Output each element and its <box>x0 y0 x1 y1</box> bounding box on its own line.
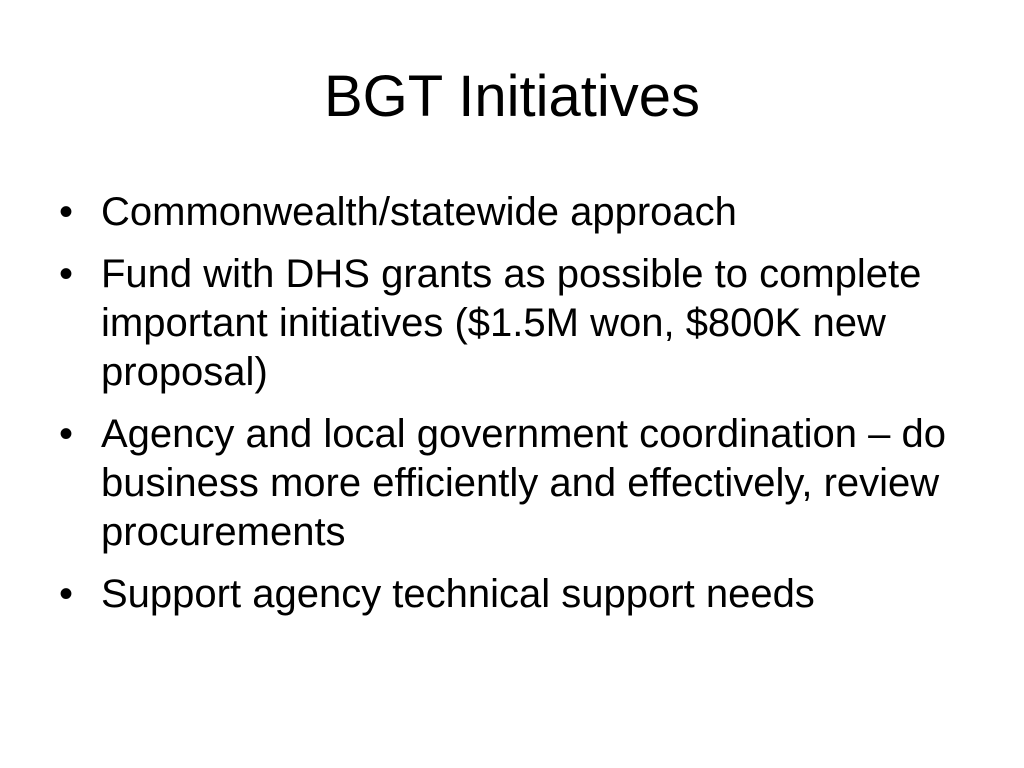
bullet-list <box>57 188 987 632</box>
bullet-item-technical-support <box>57 570 987 619</box>
bullet-text: Fund with DHS grants as possible to complete important initiatives ($1.5M won, $800K new proposal) <box>101 252 922 394</box>
bullet-item-commonwealth <box>57 188 987 237</box>
bullet-text: Commonwealth/statewide approach <box>101 190 737 234</box>
bullet-item-dhs-grants <box>57 250 987 397</box>
slide-title: BGT Initiatives <box>323 64 701 129</box>
bullet-text: Agency and local government coordination – do business more efficiently and effectively, review procurements <box>101 412 946 554</box>
bullet-icon: • <box>59 412 74 456</box>
bullet-item-coordination <box>57 410 987 557</box>
bullet-icon: • <box>59 190 74 234</box>
bullet-icon: • <box>59 252 74 296</box>
bullet-text: Support agency technical support needs <box>101 572 815 616</box>
bullet-icon: • <box>59 572 74 616</box>
